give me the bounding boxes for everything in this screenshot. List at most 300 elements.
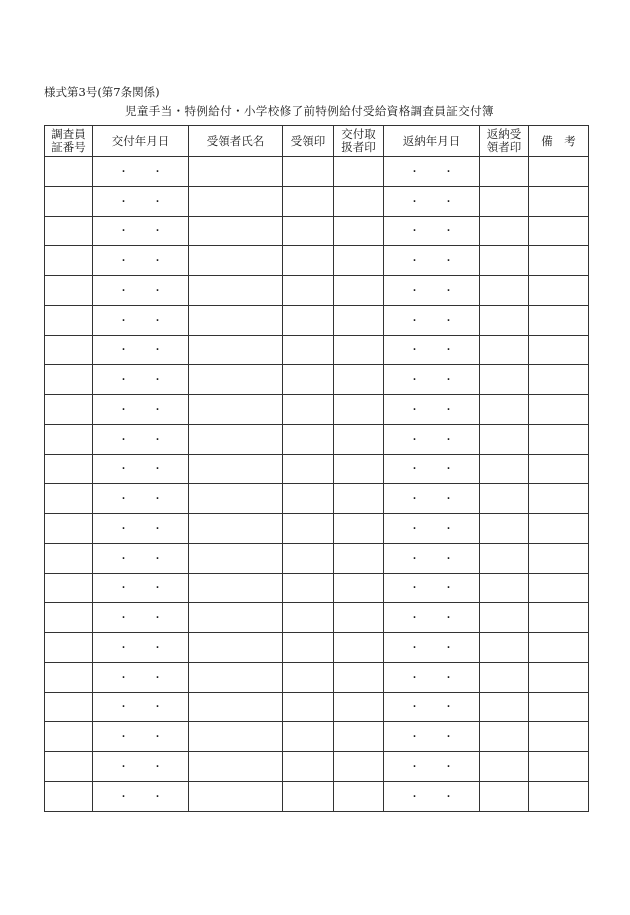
date-separator-dots <box>119 555 163 565</box>
date-separator: ・ <box>152 256 163 268</box>
cell-recipient-name[interactable] <box>189 335 283 365</box>
cell-return-receiver-seal[interactable] <box>480 514 529 544</box>
header-cell-remarks: 備 考 <box>529 126 589 157</box>
cell-remarks[interactable] <box>529 276 589 306</box>
cell-issuer-seal[interactable] <box>334 573 384 603</box>
date-separator: ・ <box>409 196 420 208</box>
cell-issue-date[interactable] <box>93 216 189 246</box>
cell-return-receiver-seal[interactable] <box>480 157 529 187</box>
cell-remarks[interactable] <box>529 424 589 454</box>
cell-id-number[interactable] <box>45 662 93 692</box>
header-cell-receipt-seal: 受領印 <box>283 126 334 157</box>
cell-return-date[interactable] <box>384 246 480 276</box>
cell-return-receiver-seal[interactable] <box>480 216 529 246</box>
date-separator: ・ <box>152 285 163 297</box>
date-separator: ・ <box>409 375 420 387</box>
cell-return-receiver-seal[interactable] <box>480 424 529 454</box>
cell-receipt-seal[interactable] <box>283 395 334 425</box>
date-separator-dots <box>119 376 163 386</box>
date-separator: ・ <box>443 761 454 773</box>
cell-return-receiver-seal[interactable] <box>480 276 529 306</box>
date-separator: ・ <box>443 732 454 744</box>
date-separator: ・ <box>409 315 420 327</box>
cell-return-receiver-seal[interactable] <box>480 365 529 395</box>
table-row <box>45 692 589 722</box>
cell-recipient-name[interactable] <box>189 514 283 544</box>
date-separator-dots <box>119 763 163 773</box>
date-separator: ・ <box>152 315 163 327</box>
cell-return-receiver-seal[interactable] <box>480 573 529 603</box>
date-separator: ・ <box>443 672 454 684</box>
date-separator: ・ <box>152 404 163 416</box>
date-separator: ・ <box>152 523 163 535</box>
cell-id-number[interactable] <box>45 246 93 276</box>
cell-issue-date[interactable] <box>93 454 189 484</box>
table-row <box>45 276 589 306</box>
table-row <box>45 484 589 514</box>
date-separator: ・ <box>118 702 129 714</box>
cell-recipient-name[interactable] <box>189 276 283 306</box>
cell-return-receiver-seal[interactable] <box>480 186 529 216</box>
cell-remarks[interactable] <box>529 573 589 603</box>
cell-issuer-seal[interactable] <box>334 603 384 633</box>
date-separator-dots <box>119 495 163 505</box>
cell-recipient-name[interactable] <box>189 633 283 663</box>
date-separator-dots <box>410 406 454 416</box>
cell-return-date[interactable] <box>384 662 480 692</box>
cell-recipient-name[interactable] <box>189 395 283 425</box>
date-separator: ・ <box>443 434 454 446</box>
date-separator-dots <box>119 644 163 654</box>
cell-return-date[interactable] <box>384 365 480 395</box>
cell-id-number[interactable] <box>45 186 93 216</box>
cell-return-receiver-seal[interactable] <box>480 484 529 514</box>
cell-receipt-seal[interactable] <box>283 484 334 514</box>
table-row <box>45 395 589 425</box>
cell-receipt-seal[interactable] <box>283 246 334 276</box>
table-row <box>45 365 589 395</box>
cell-id-number[interactable] <box>45 543 93 573</box>
cell-recipient-name[interactable] <box>189 484 283 514</box>
header-cell-issue-date: 交付年月日 <box>93 126 189 157</box>
cell-remarks[interactable] <box>529 752 589 782</box>
date-separator-dots <box>119 257 163 267</box>
cell-return-date[interactable] <box>384 484 480 514</box>
cell-receipt-seal[interactable] <box>283 454 334 484</box>
date-separator: ・ <box>443 375 454 387</box>
cell-return-receiver-seal[interactable] <box>480 781 529 811</box>
cell-issuer-seal[interactable] <box>334 395 384 425</box>
cell-remarks[interactable] <box>529 365 589 395</box>
cell-return-receiver-seal[interactable] <box>480 662 529 692</box>
date-separator: ・ <box>443 404 454 416</box>
date-separator: ・ <box>118 345 129 357</box>
cell-receipt-seal[interactable] <box>283 276 334 306</box>
cell-receipt-seal[interactable] <box>283 543 334 573</box>
cell-issuer-seal[interactable] <box>334 246 384 276</box>
cell-receipt-seal[interactable] <box>283 752 334 782</box>
cell-issuer-seal[interactable] <box>334 484 384 514</box>
cell-return-date[interactable] <box>384 752 480 782</box>
date-separator: ・ <box>118 375 129 387</box>
cell-id-number[interactable] <box>45 484 93 514</box>
header-cell-return-date: 返納年月日 <box>384 126 480 157</box>
date-separator-dots <box>119 436 163 446</box>
cell-return-date[interactable] <box>384 781 480 811</box>
cell-issue-date[interactable] <box>93 514 189 544</box>
cell-return-date[interactable] <box>384 692 480 722</box>
date-separator: ・ <box>443 553 454 565</box>
cell-return-date[interactable] <box>384 722 480 752</box>
date-separator: ・ <box>443 494 454 506</box>
date-separator-dots <box>410 733 454 743</box>
cell-return-date[interactable] <box>384 514 480 544</box>
cell-recipient-name[interactable] <box>189 424 283 454</box>
date-separator-dots <box>119 614 163 624</box>
date-separator: ・ <box>152 196 163 208</box>
date-separator: ・ <box>118 523 129 535</box>
cell-id-number[interactable] <box>45 157 93 187</box>
date-separator: ・ <box>118 256 129 268</box>
date-separator: ・ <box>118 464 129 476</box>
cell-id-number[interactable] <box>45 305 93 335</box>
date-separator: ・ <box>118 434 129 446</box>
date-separator: ・ <box>443 523 454 535</box>
date-separator: ・ <box>152 464 163 476</box>
cell-remarks[interactable] <box>529 335 589 365</box>
date-separator: ・ <box>409 345 420 357</box>
cell-issue-date[interactable] <box>93 543 189 573</box>
date-separator-dots <box>119 198 163 208</box>
cell-id-number[interactable] <box>45 454 93 484</box>
date-separator: ・ <box>409 464 420 476</box>
cell-recipient-name[interactable] <box>189 781 283 811</box>
date-separator: ・ <box>152 642 163 654</box>
form-number-label: 様式第3号(第7条関係) <box>44 85 160 99</box>
cell-receipt-seal[interactable] <box>283 662 334 692</box>
date-separator-dots <box>410 763 454 773</box>
cell-issuer-seal[interactable] <box>334 454 384 484</box>
date-separator: ・ <box>152 672 163 684</box>
cell-issue-date[interactable] <box>93 781 189 811</box>
date-separator: ・ <box>443 285 454 297</box>
date-separator: ・ <box>443 464 454 476</box>
cell-issue-date[interactable] <box>93 722 189 752</box>
date-separator-dots <box>119 674 163 684</box>
cell-id-number[interactable] <box>45 573 93 603</box>
cell-return-date[interactable] <box>384 276 480 306</box>
date-separator-dots <box>119 703 163 713</box>
cell-issue-date[interactable] <box>93 305 189 335</box>
header-cell-return-receiver-seal: 返納受 領者印 <box>480 126 529 157</box>
date-separator-dots <box>410 495 454 505</box>
date-separator: ・ <box>118 553 129 565</box>
date-separator: ・ <box>443 583 454 595</box>
cell-id-number[interactable] <box>45 514 93 544</box>
date-separator: ・ <box>118 791 129 803</box>
cell-recipient-name[interactable] <box>189 752 283 782</box>
cell-recipient-name[interactable] <box>189 692 283 722</box>
cell-issuer-seal[interactable] <box>334 692 384 722</box>
date-separator: ・ <box>409 494 420 506</box>
cell-return-receiver-seal[interactable] <box>480 752 529 782</box>
cell-issuer-seal[interactable] <box>334 543 384 573</box>
cell-issue-date[interactable] <box>93 335 189 365</box>
table-row <box>45 543 589 573</box>
cell-return-date[interactable] <box>384 335 480 365</box>
date-separator-dots <box>410 287 454 297</box>
cell-recipient-name[interactable] <box>189 216 283 246</box>
date-separator: ・ <box>443 196 454 208</box>
table-row <box>45 186 589 216</box>
cell-recipient-name[interactable] <box>189 722 283 752</box>
cell-remarks[interactable] <box>529 157 589 187</box>
date-separator: ・ <box>443 345 454 357</box>
date-separator: ・ <box>152 702 163 714</box>
cell-return-receiver-seal[interactable] <box>480 246 529 276</box>
cell-return-date[interactable] <box>384 305 480 335</box>
date-separator: ・ <box>118 732 129 744</box>
date-separator: ・ <box>409 613 420 625</box>
cell-issue-date[interactable] <box>93 246 189 276</box>
cell-recipient-name[interactable] <box>189 573 283 603</box>
cell-receipt-seal[interactable] <box>283 216 334 246</box>
date-separator-dots <box>410 584 454 594</box>
cell-return-date[interactable] <box>384 216 480 246</box>
cell-receipt-seal[interactable] <box>283 603 334 633</box>
table-row <box>45 752 589 782</box>
cell-issuer-seal[interactable] <box>334 722 384 752</box>
cell-id-number[interactable] <box>45 395 93 425</box>
cell-issue-date[interactable] <box>93 186 189 216</box>
cell-return-receiver-seal[interactable] <box>480 692 529 722</box>
date-separator-dots <box>410 168 454 178</box>
cell-remarks[interactable] <box>529 246 589 276</box>
date-separator: ・ <box>152 791 163 803</box>
cell-issuer-seal[interactable] <box>334 157 384 187</box>
date-separator: ・ <box>409 166 420 178</box>
cell-remarks[interactable] <box>529 484 589 514</box>
cell-id-number[interactable] <box>45 365 93 395</box>
date-separator: ・ <box>443 613 454 625</box>
date-separator-dots <box>119 346 163 356</box>
cell-issue-date[interactable] <box>93 424 189 454</box>
date-separator: ・ <box>118 583 129 595</box>
cell-remarks[interactable] <box>529 603 589 633</box>
table-row <box>45 573 589 603</box>
cell-receipt-seal[interactable] <box>283 305 334 335</box>
cell-recipient-name[interactable] <box>189 157 283 187</box>
cell-issue-date[interactable] <box>93 573 189 603</box>
cell-return-date[interactable] <box>384 424 480 454</box>
cell-receipt-seal[interactable] <box>283 424 334 454</box>
header-cell-issuer-seal: 交付取 扱者印 <box>334 126 384 157</box>
date-separator-dots <box>410 346 454 356</box>
cell-receipt-seal[interactable] <box>283 692 334 722</box>
cell-remarks[interactable] <box>529 781 589 811</box>
date-separator: ・ <box>152 583 163 595</box>
cell-recipient-name[interactable] <box>189 662 283 692</box>
cell-issue-date[interactable] <box>93 752 189 782</box>
cell-recipient-name[interactable] <box>189 186 283 216</box>
cell-remarks[interactable] <box>529 722 589 752</box>
cell-return-receiver-seal[interactable] <box>480 603 529 633</box>
cell-id-number[interactable] <box>45 216 93 246</box>
cell-remarks[interactable] <box>529 543 589 573</box>
cell-issue-date[interactable] <box>93 603 189 633</box>
cell-return-receiver-seal[interactable] <box>480 454 529 484</box>
date-separator-dots <box>119 584 163 594</box>
cell-recipient-name[interactable] <box>189 305 283 335</box>
cell-remarks[interactable] <box>529 305 589 335</box>
cell-return-receiver-seal[interactable] <box>480 722 529 752</box>
cell-issuer-seal[interactable] <box>334 514 384 544</box>
cell-issue-date[interactable] <box>93 692 189 722</box>
cell-id-number[interactable] <box>45 335 93 365</box>
cell-issuer-seal[interactable] <box>334 424 384 454</box>
table-row <box>45 662 589 692</box>
cell-issuer-seal[interactable] <box>334 335 384 365</box>
date-separator-dots <box>410 465 454 475</box>
date-separator: ・ <box>409 256 420 268</box>
date-separator: ・ <box>118 642 129 654</box>
date-separator-dots <box>119 793 163 803</box>
cell-issue-date[interactable] <box>93 157 189 187</box>
cell-return-receiver-seal[interactable] <box>480 335 529 365</box>
cell-issuer-seal[interactable] <box>334 365 384 395</box>
cell-return-date[interactable] <box>384 186 480 216</box>
cell-return-receiver-seal[interactable] <box>480 633 529 663</box>
date-separator-dots <box>410 703 454 713</box>
table-row <box>45 454 589 484</box>
cell-remarks[interactable] <box>529 186 589 216</box>
date-separator-dots <box>410 317 454 327</box>
cell-recipient-name[interactable] <box>189 543 283 573</box>
cell-issue-date[interactable] <box>93 662 189 692</box>
header-row <box>45 126 589 157</box>
cell-return-receiver-seal[interactable] <box>480 543 529 573</box>
date-separator-dots <box>410 198 454 208</box>
date-separator: ・ <box>118 196 129 208</box>
date-separator: ・ <box>118 613 129 625</box>
date-separator: ・ <box>152 166 163 178</box>
date-separator: ・ <box>118 166 129 178</box>
cell-issue-date[interactable] <box>93 276 189 306</box>
date-separator: ・ <box>409 226 420 238</box>
date-separator: ・ <box>152 434 163 446</box>
date-separator: ・ <box>152 553 163 565</box>
date-separator: ・ <box>152 345 163 357</box>
cell-receipt-seal[interactable] <box>283 186 334 216</box>
cell-receipt-seal[interactable] <box>283 335 334 365</box>
cell-return-date[interactable] <box>384 395 480 425</box>
cell-issuer-seal[interactable] <box>334 633 384 663</box>
table-row <box>45 305 589 335</box>
table-row <box>45 246 589 276</box>
cell-remarks[interactable] <box>529 216 589 246</box>
date-separator-dots <box>119 733 163 743</box>
cell-receipt-seal[interactable] <box>283 722 334 752</box>
cell-remarks[interactable] <box>529 514 589 544</box>
cell-issue-date[interactable] <box>93 395 189 425</box>
date-separator: ・ <box>409 583 420 595</box>
date-separator-dots <box>410 614 454 624</box>
cell-return-date[interactable] <box>384 454 480 484</box>
cell-receipt-seal[interactable] <box>283 157 334 187</box>
cell-return-date[interactable] <box>384 603 480 633</box>
cell-issuer-seal[interactable] <box>334 216 384 246</box>
cell-return-receiver-seal[interactable] <box>480 305 529 335</box>
cell-issue-date[interactable] <box>93 484 189 514</box>
cell-remarks[interactable] <box>529 454 589 484</box>
cell-return-date[interactable] <box>384 157 480 187</box>
cell-id-number[interactable] <box>45 752 93 782</box>
table-row <box>45 603 589 633</box>
cell-recipient-name[interactable] <box>189 454 283 484</box>
cell-id-number[interactable] <box>45 633 93 663</box>
cell-issuer-seal[interactable] <box>334 305 384 335</box>
date-separator-dots <box>410 793 454 803</box>
date-separator: ・ <box>152 494 163 506</box>
cell-receipt-seal[interactable] <box>283 514 334 544</box>
table-row <box>45 514 589 544</box>
date-separator-dots <box>410 644 454 654</box>
cell-return-receiver-seal[interactable] <box>480 395 529 425</box>
table-row <box>45 633 589 663</box>
date-separator: ・ <box>443 226 454 238</box>
cell-id-number[interactable] <box>45 424 93 454</box>
cell-issuer-seal[interactable] <box>334 662 384 692</box>
date-separator: ・ <box>118 315 129 327</box>
cell-recipient-name[interactable] <box>189 603 283 633</box>
cell-issuer-seal[interactable] <box>334 781 384 811</box>
cell-receipt-seal[interactable] <box>283 633 334 663</box>
cell-recipient-name[interactable] <box>189 365 283 395</box>
cell-remarks[interactable] <box>529 662 589 692</box>
date-separator-dots <box>410 376 454 386</box>
cell-issue-date[interactable] <box>93 365 189 395</box>
cell-return-date[interactable] <box>384 543 480 573</box>
table-row <box>45 722 589 752</box>
cell-remarks[interactable] <box>529 395 589 425</box>
cell-issuer-seal[interactable] <box>334 186 384 216</box>
cell-issuer-seal[interactable] <box>334 276 384 306</box>
date-separator: ・ <box>118 494 129 506</box>
date-separator-dots <box>410 525 454 535</box>
cell-return-date[interactable] <box>384 633 480 663</box>
cell-issue-date[interactable] <box>93 633 189 663</box>
cell-id-number[interactable] <box>45 692 93 722</box>
date-separator: ・ <box>409 672 420 684</box>
cell-receipt-seal[interactable] <box>283 365 334 395</box>
date-separator: ・ <box>118 672 129 684</box>
cell-receipt-seal[interactable] <box>283 573 334 603</box>
cell-recipient-name[interactable] <box>189 246 283 276</box>
cell-remarks[interactable] <box>529 633 589 663</box>
cell-remarks[interactable] <box>529 692 589 722</box>
table-row <box>45 157 589 187</box>
cell-issuer-seal[interactable] <box>334 752 384 782</box>
date-separator-dots <box>410 227 454 237</box>
cell-id-number[interactable] <box>45 603 93 633</box>
cell-receipt-seal[interactable] <box>283 781 334 811</box>
cell-return-date[interactable] <box>384 573 480 603</box>
cell-id-number[interactable] <box>45 781 93 811</box>
date-separator: ・ <box>409 791 420 803</box>
cell-id-number[interactable] <box>45 722 93 752</box>
cell-id-number[interactable] <box>45 276 93 306</box>
date-separator: ・ <box>118 761 129 773</box>
